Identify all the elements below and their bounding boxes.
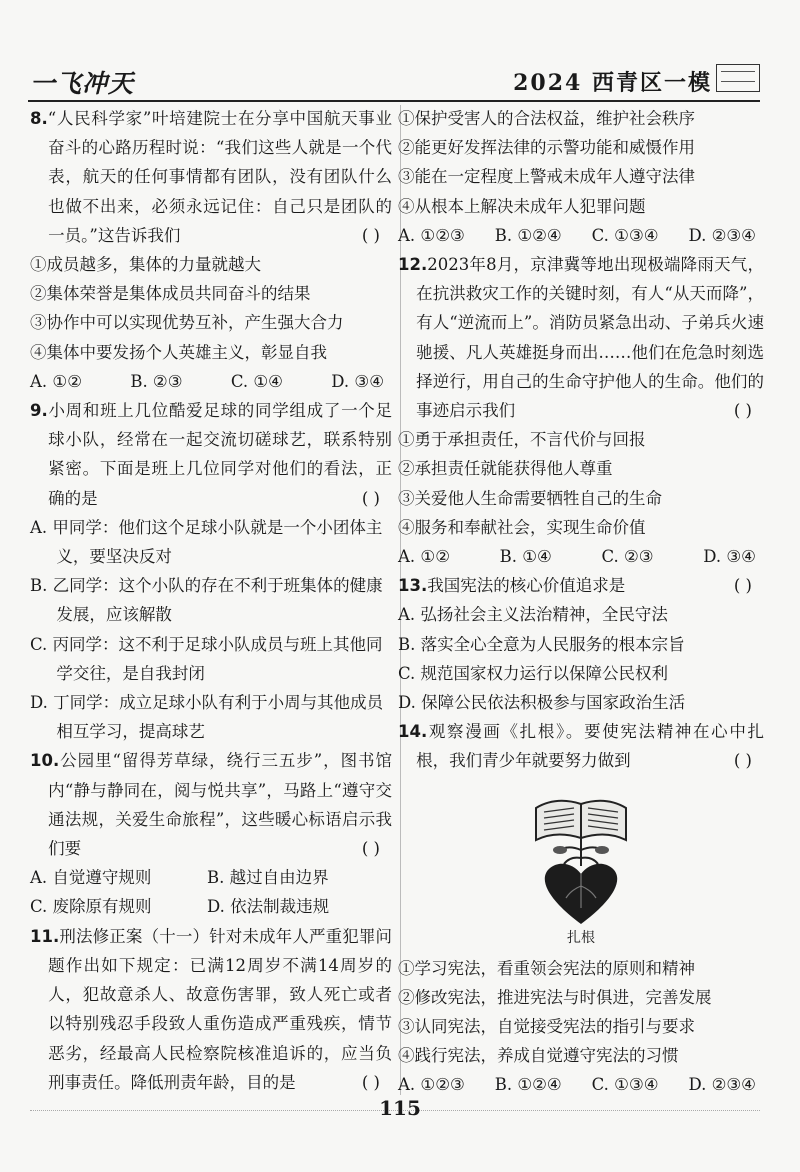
option-a: A. 弘扬社会主义法治精神，全民守法 xyxy=(398,605,668,625)
answer-choices xyxy=(30,863,392,921)
answer-choice: D. 依法制裁违规 xyxy=(207,897,330,917)
answer-choice: C. ①③④ xyxy=(591,1075,659,1095)
answer-choice: B. 越过自由边界 xyxy=(207,868,329,888)
answer-choices xyxy=(398,221,764,250)
question-number: 9. xyxy=(30,401,48,421)
answer-choice: C. ①④ xyxy=(230,371,283,391)
statement-item: ①勇于承担责任，不言代价与回报 xyxy=(398,430,646,450)
cartoon-figure xyxy=(398,778,764,928)
question-number: 12. xyxy=(398,255,428,275)
question-stem: 2023年8月，京津冀等地出现极端降雨天气，在抗洪救灾工作的关键时刻，有人“从天而降”，有人“逆流而上”。消防员紧急出动、子弟兵火速驰援、凡人英雄挺身而出……他们在危急时刻选择逆行，用自己的生命守护他人的生命。他们的事迹启示我们 xyxy=(416,255,764,421)
question-9: 9.小周和班上几位酷爱足球的同学组成了一个足球小队，经常在一起交流切磋球艺，联系特别紧密。下面是班上几位同学对他们的看法，正确的是 ( ) A. 甲同学：他们这个足球小队就是一个小团体主义，要坚决反对 B. 乙同学：这个小队的存在不利于班集体的健康发展，应该解散 C. 丙同学：这不利于足球小队成员与班上其他同学交往，是自我封闭 D. 丁同学：成立足球小队有利于小周与其他成员相互学习，提高球艺 xyxy=(30,396,392,746)
statement-item: ④践行宪法，养成自觉遵守宪法的习惯 xyxy=(398,1046,679,1066)
option-b: B. 落实全心全意为人民服务的根本宗旨 xyxy=(398,634,685,654)
header-rule xyxy=(28,100,760,102)
question-number: 13. xyxy=(398,576,428,596)
question-11-continued xyxy=(398,104,764,250)
question-stem: “人民科学家”叶培建院士在分享中国航天事业奋斗的心路历程时说：“我们这些人就是一个代表，航天的任何事情都有团队，没有团队什么也做不出来，必须永远记住：自己只是团队的一员。”这告诉我们 xyxy=(47,109,392,245)
statement-item: ②承担责任就能获得他人尊重 xyxy=(398,459,613,479)
answer-choice: C. ①③④ xyxy=(591,225,659,245)
figure-caption: 扎根 xyxy=(567,929,595,946)
question-stem: 我国宪法的核心价值追求是 xyxy=(427,576,626,596)
answer-choice: C. 废除原有规则 xyxy=(30,897,152,917)
answer-choice: A. ①② xyxy=(398,547,450,567)
question-number: 14. xyxy=(398,722,428,742)
question-12: 12.2023年8月，京津冀等地出现极端降雨天气，在抗洪救灾工作的关键时刻，有人“从天而降”，有人“逆流而上”。消防员紧急出动、子弟兵火速驰援、凡人英雄挺身而出……他们在危急时刻选择逆行，用自己的生命守护他人的生命。他们的事迹启示我们 ( ) ①勇于承担责任，不言代价与回报 ②承担责任就能获得他人尊重 ③关爱他人生命需要牺牲自己的生命 ④服务和奉献社会，实现生命价值 A. ①② B. ①④ C. ②③ D. ③④ xyxy=(398,250,764,571)
statement-item: ③认同宪法，自觉接受宪法的指引与要求 xyxy=(398,1017,695,1037)
option-b: B. 乙同学：这个小队的存在不利于班集体的健康发展，应该解散 xyxy=(30,576,383,625)
answer-choice: A. ①②③ xyxy=(398,1075,465,1095)
question-10: 10.公园里“留得芳草绿，绕行三五步”，图书馆内“静与静同在，阅与悦共享”，马路上“遵守交通法规，关爱生命旅程”，这些暖心标语启示我们要 ( ) A. 自觉遵守规则 B. 越过自由边界 C. 废除原有规则 D. 依法制裁违规 xyxy=(30,746,392,921)
question-14: 14.观察漫画《扎根》。要使宪法精神在心中扎根，我们青少年就要努力做到 ( ) 扎根 ①学习宪法，看重领会宪法的原则和精神 ②修改宪法，推进宪法与时俱进，完善发展 ③认同宪法，自觉接受宪法的指引与要求 ④践行宪法，养成自觉遵守宪法的习惯 A. ①②③ B. ①②④ C. ①③④ D. ②③④ xyxy=(398,717,764,1099)
book-heart-icon xyxy=(526,778,636,928)
answer-choice: D. ②③④ xyxy=(688,1075,756,1095)
answer-choices xyxy=(30,367,392,396)
right-column xyxy=(398,104,764,1100)
question-13: 13.我国宪法的核心价值追求是 ( ) A. 弘扬社会主义法治精神，全民守法 B. 落实全心全意为人民服务的根本宗旨 C. 规范国家权力运行以保障公民权利 D. 保障公民依法积极参与国家政治生活 xyxy=(398,571,764,717)
statement-item: ①成员越多，集体的力量就越大 xyxy=(30,255,261,275)
question-8: 8.“人民科学家”叶培建院士在分享中国航天事业奋斗的心路历程时说：“我们这些人就是一个代表，航天的任何事情都有团队，没有团队什么也做不出来，必须永远记住：自己只是团队的一员。”这告诉我们 ( ) ①成员越多，集体的力量就越大 ②集体荣誉是集体成员共同奋斗的结果 ③协作中可以实现优势互补，产生强大合力 ④集体中要发扬个人英雄主义，彰显自我 A. ①② B. ②③ C. ①④ D. ③④ xyxy=(30,104,392,396)
answer-choice: B. ①②④ xyxy=(494,1075,562,1095)
answer-choice: A. 自觉遵守规则 xyxy=(30,868,152,888)
option-c: C. 丙同学：这不利于足球小队成员与班上其他同学交往，是自我封闭 xyxy=(30,634,383,683)
answer-choice: B. ①②④ xyxy=(494,225,562,245)
answer-choice: B. ①④ xyxy=(499,547,552,567)
question-stem: 刑法修正案（十一）针对未成年人严重犯罪问题作出如下规定：已满12周岁不满14周岁的人，犯故意杀人、故意伤害罪，致人死亡或者以特别残忍手段致人重伤造成严重残疾，情节恶劣，经最高人民检察院核准追诉的，应当负刑事责任。降低刑责年龄，目的是 xyxy=(48,926,392,1092)
statement-item: ④集体中要发扬个人英雄主义，彰显自我 xyxy=(30,342,327,362)
stamp-icon xyxy=(716,64,760,92)
option-a: A. 甲同学：他们这个足球小队就是一个小团体主义，要坚决反对 xyxy=(30,517,383,567)
statement-item: ②集体荣誉是集体成员共同奋斗的结果 xyxy=(30,284,311,304)
question-stem: 小周和班上几位酷爱足球的同学组成了一个足球小队，经常在一起交流切磋球艺，联系特别紧密。下面是班上几位同学对他们的看法，正确的是 xyxy=(47,401,392,508)
question-stem: 公园里“留得芳草绿，绕行三五步”，图书馆内“静与静同在，阅与悦共享”，马路上“遵守交通法规，关爱生命旅程”，这些暖心标语启示我们要 xyxy=(48,751,392,859)
statement-item: ②能更好发挥法律的示警功能和威慑作用 xyxy=(398,138,695,158)
answer-choice: A. ①②③ xyxy=(398,225,465,245)
page-number: 115 xyxy=(379,1096,421,1120)
question-11: 11.刑法修正案（十一）针对未成年人严重犯罪问题作出如下规定：已满12周岁不满14周岁的人，犯故意杀人、故意伤害罪，致人死亡或者以特别残忍手段致人重伤造成严重残疾，情节恶劣，经最高人民检察院核准追诉的，应当负刑事责任。降低刑责年龄，目的是 ( ) xyxy=(30,926,392,1092)
left-column xyxy=(30,104,392,1097)
answer-choice: C. ②③ xyxy=(601,547,654,567)
option-d: D. 保障公民依法积极参与国家政治生活 xyxy=(398,693,686,713)
question-stem: 观察漫画《扎根》。要使宪法精神在心中扎根，我们青少年就要努力做到 xyxy=(416,722,764,771)
statement-item: ③协作中可以实现优势互补，产生强大合力 xyxy=(30,313,344,333)
answer-choice: D. ③④ xyxy=(331,371,384,391)
statement-item: ②修改宪法，推进宪法与时俱进，完善发展 xyxy=(398,987,712,1007)
brand-title: 一飞冲天 xyxy=(30,69,135,98)
answer-choice: D. ③④ xyxy=(703,547,756,567)
statement-item: ③能在一定程度上警戒未成年人遵守法律 xyxy=(398,167,695,187)
question-number: 11. xyxy=(30,926,60,946)
page-header xyxy=(30,58,760,100)
statement-item: ④服务和奉献社会，实现生命价值 xyxy=(398,517,646,537)
answer-choice: B. ②③ xyxy=(130,371,183,391)
answer-choices xyxy=(398,542,764,571)
answer-choice: D. ②③④ xyxy=(688,225,756,245)
option-d: D. 丁同学：成立足球小队有利于小周与其他成员相互学习，提高球艺 xyxy=(30,693,384,742)
question-number: 10. xyxy=(30,751,60,771)
option-c: C. 规范国家权力运行以保障公民权利 xyxy=(398,663,669,683)
statement-item: ①学习宪法，看重领会宪法的原则和精神 xyxy=(398,958,695,978)
statement-item: ③关爱他人生命需要牺牲自己的生命 xyxy=(398,488,662,508)
statement-item: ④从根本上解决未成年人犯罪问题 xyxy=(398,196,646,216)
answer-choice: A. ①② xyxy=(30,371,82,391)
question-number: 8. xyxy=(30,109,48,128)
statement-item: ①保护受害人的合法权益，维护社会秩序 xyxy=(398,109,695,128)
exam-title: 2024 西青区一模 xyxy=(513,70,712,96)
